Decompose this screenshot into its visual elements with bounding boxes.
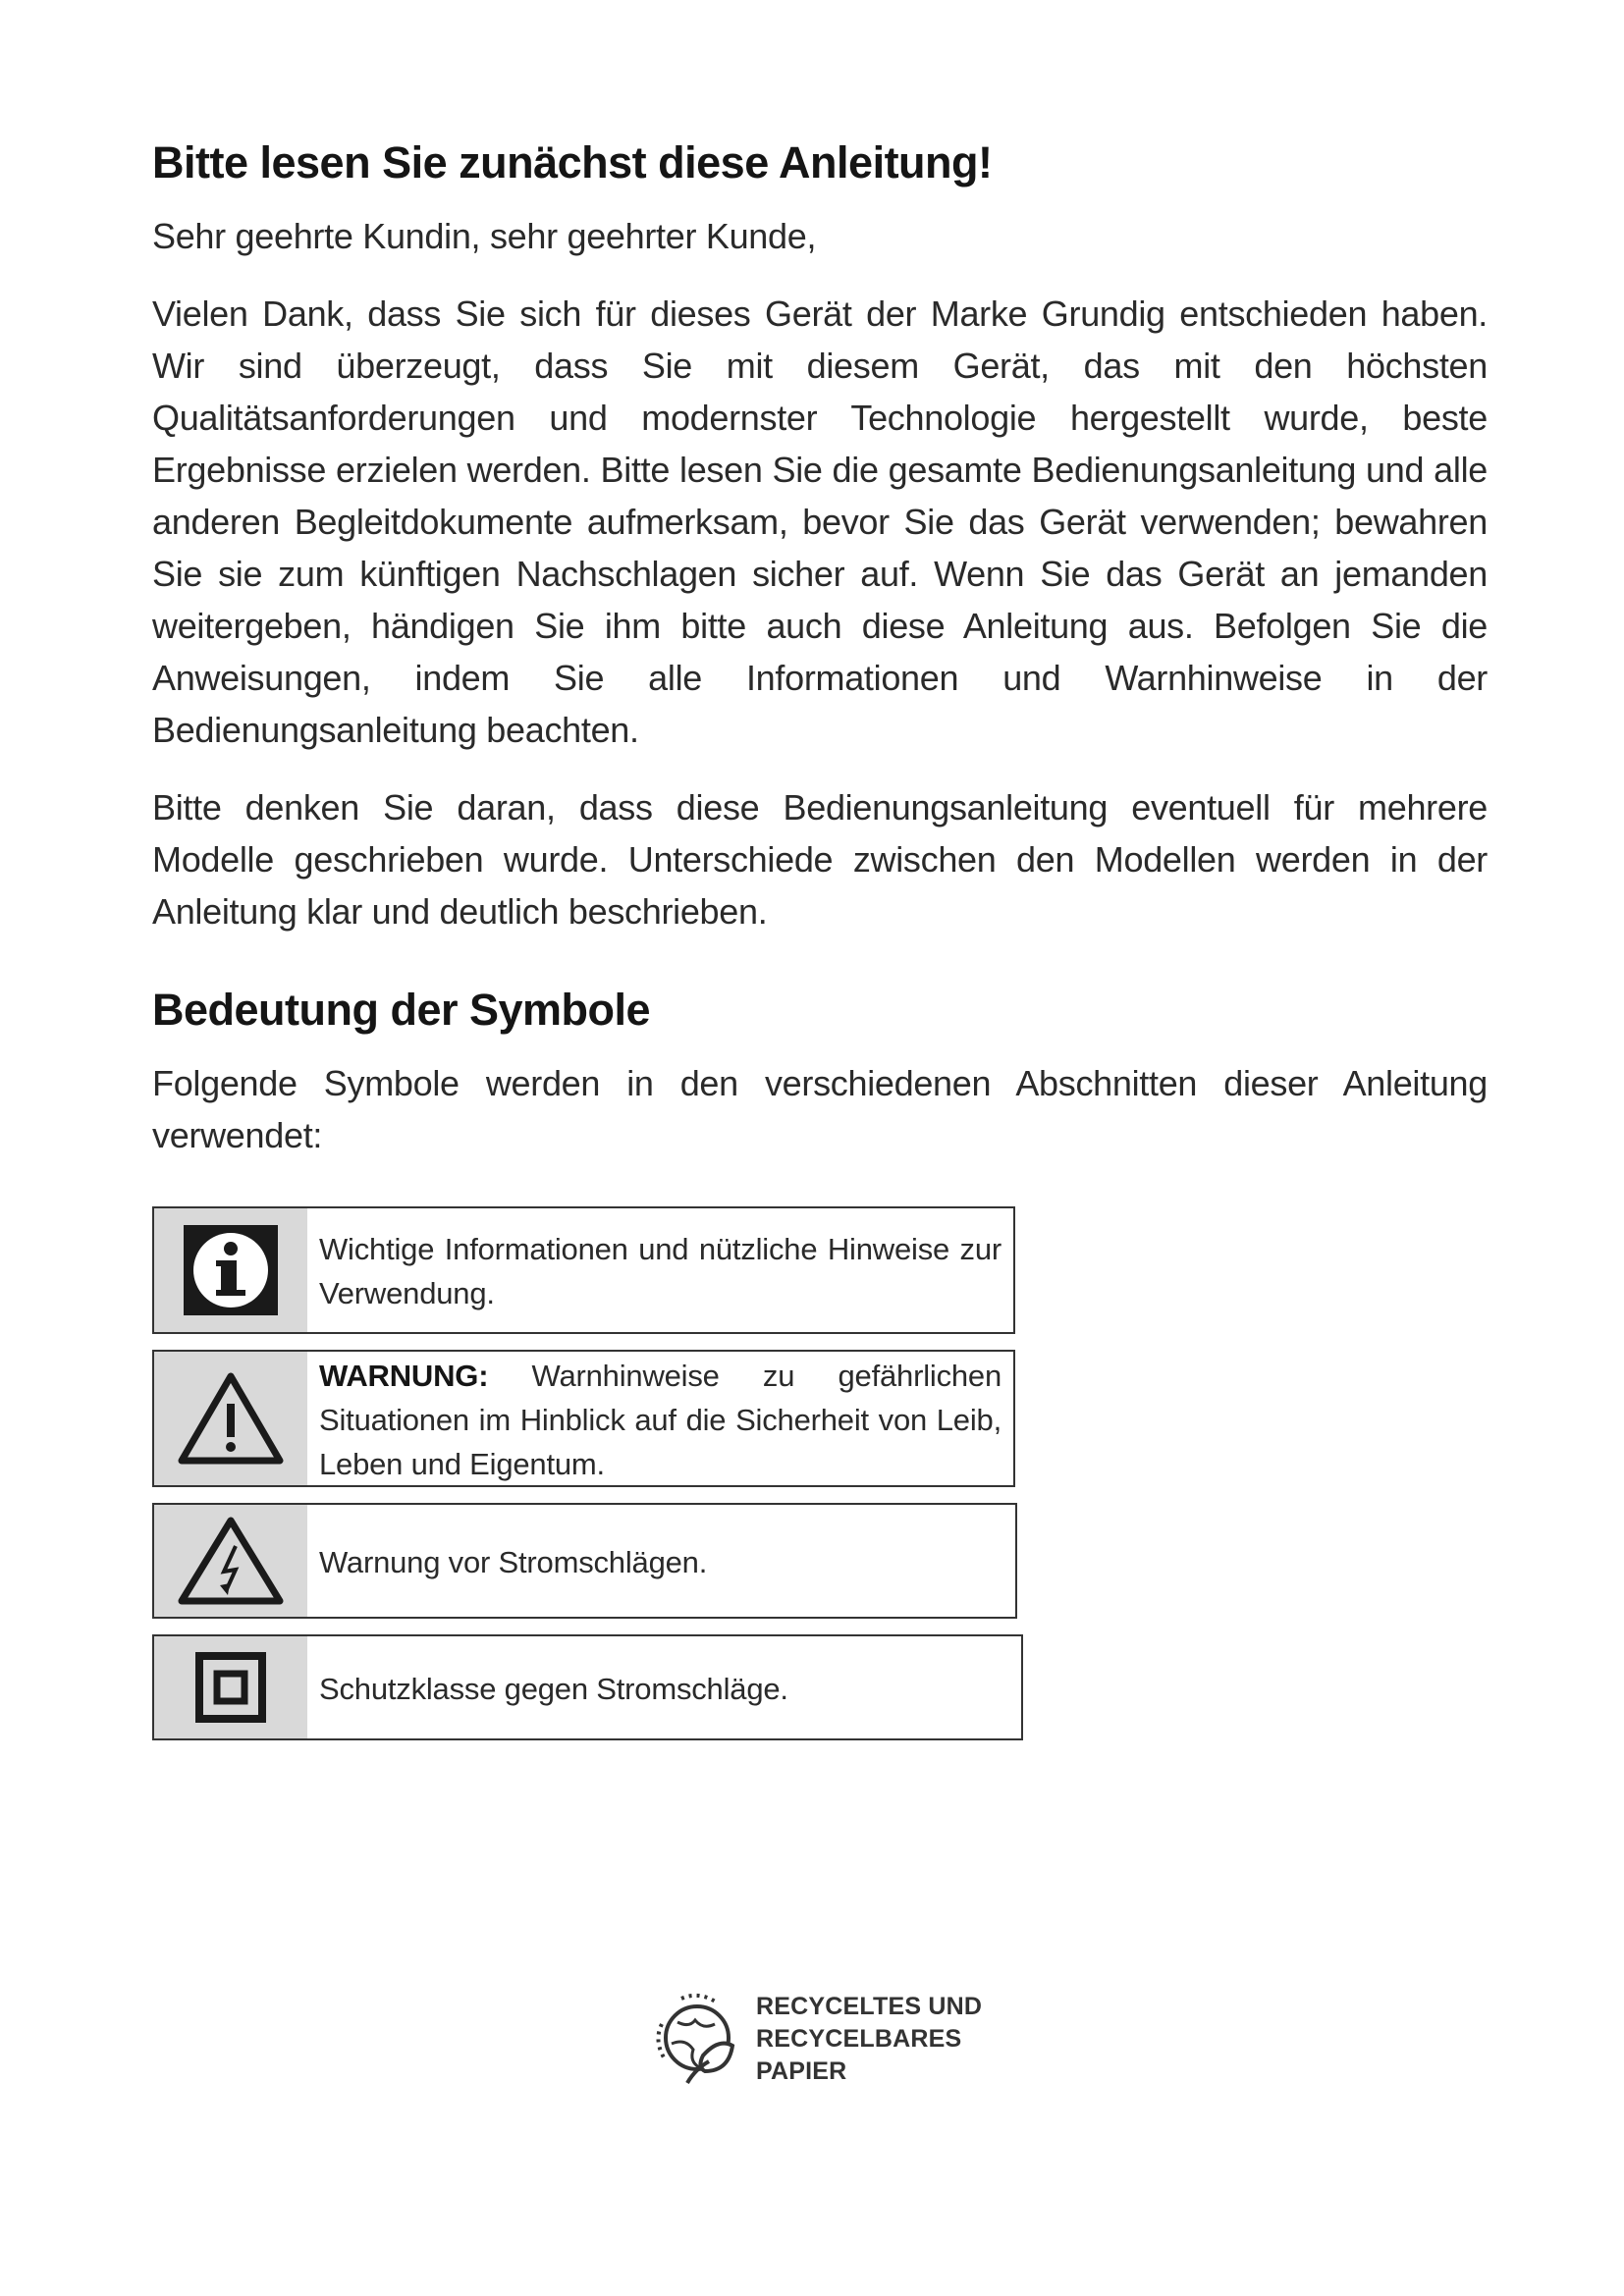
greeting-text: Sehr geehrte Kundin, sehr geehrter Kunde, [152, 216, 817, 256]
symbols-heading: Bedeutung der Symbole [152, 985, 651, 1035]
recycle-globe-icon [648, 1985, 742, 2093]
protection-class-icon [154, 1636, 307, 1738]
logo-line-1: RECYCELTES UND [756, 1992, 983, 2020]
symbol-description: Schutzklasse gegen Stromschläge. [319, 1671, 788, 1706]
recycled-paper-logo [648, 1985, 982, 2093]
warning-icon [154, 1352, 307, 1485]
symbol-description: Warnhinweise zu gefährlichen Situationen im Hinblick auf die Sicherheit von Leib, Leben und Eigentum. [319, 1358, 1001, 1481]
warning-label: WARNUNG: [319, 1358, 489, 1393]
symbols-table [152, 1206, 1488, 1740]
electric-shock-icon [154, 1505, 307, 1617]
page-title: Bitte lesen Sie zunächst diese Anleitung! [152, 137, 993, 187]
intro-paragraph: Vielen Dank, dass Sie sich für dieses Gerät der Marke Grundig entschieden haben. Wir sind überzeugt, dass Sie mit diesem Gerät, das mit den höchsten Qualitätsanforderungen und modernster Technologie hergestellt wurde, beste Ergebnisse erzielen werden. Bitte lesen Sie die gesamte Bedienungsanleitung und alle anderen Begleitdokumente aufmerksam, bevor Sie das Gerät verwenden; bewahren Sie sie zum künftigen Nachschlagen sicher auf. Wenn Sie das Gerät an jemanden weitergeben, händigen Sie ihm bitte auch diese Anleitung aus. Befolgen Sie die Anweisungen, indem Sie alle Informationen und Warnhinweise in der Bedienungsanleitung beachten. [152, 294, 1488, 750]
logo-line-3: PAPIER [756, 2056, 847, 2085]
symbol-row-info [152, 1206, 1015, 1334]
symbol-description: Warnung vor Stromschlägen. [319, 1544, 708, 1579]
models-paragraph: Bitte denken Sie daran, dass diese Bedienungsanleitung eventuell für mehrere Modelle geschrieben wurde. Unterschiede zwischen den Modellen werden in der Anleitung klar und deutlich beschrieben. [152, 787, 1488, 932]
symbols-intro: Folgende Symbole werden in den verschiedenen Abschnitten dieser Anleitung verwendet: [152, 1063, 1488, 1155]
logo-line-2: RECYCELBARES [756, 2024, 962, 2053]
info-icon [154, 1208, 307, 1332]
symbol-row-warning [152, 1350, 1015, 1487]
manual-page [152, 137, 1488, 1756]
symbol-row-electric [152, 1503, 1017, 1619]
symbol-row-protection [152, 1634, 1023, 1740]
symbol-description: Wichtige Informationen und nützliche Hinweise zur Verwendung. [319, 1232, 1001, 1310]
